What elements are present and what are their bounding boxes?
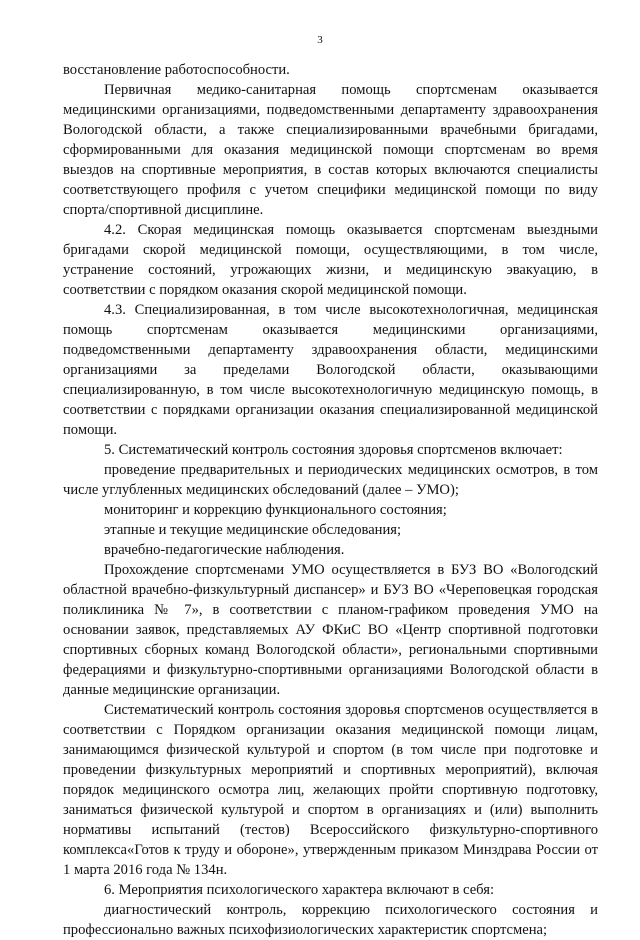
- paragraph-umo: Прохождение спортсменами УМО осуществляется в БУЗ ВО «Вологодский областной врачебно-физкультурный диспансер» и БУЗ ВО «Череповецкая городская поликлиника № 7», в соответствии с планом-графиком проведения УМО на основании заявок, представляемых АУ ФКиС ВО «Центр спортивной подготовки спортивных сборных команд Вологодской области», региональными спортивными федерациями и физкультурно-спортивными организациями Вологодской области в данные медицинские организации.: [63, 562, 598, 698]
- paragraph-emergency-care: 4.2. Скорая медицинская помощь оказывается спортсменам выездными бригадами скорой медицинской помощи, осуществляющими, в том числе, устранение состояний, угрожающих жизни, и медицинскую эвакуацию, в соответствии с порядком оказания скорой медицинской помощи.: [63, 222, 598, 298]
- paragraph-systematic-control: Систематический контроль состояния здоровья спортсменов осуществляется в соответствии с Порядком организации оказания медицинской помощи лицам, занимающимся физической культурой и спортом (в том числе при подготовке и проведении физкультурных мероприятий и спортивных мероприятий), включая порядок медицинского осмотра лиц, желающих пройти спортивную подготовку, заниматься физической культурой и спортом в организациях и (или) выполнить нормативы испытаний (тестов) Всероссийского физкультурно-спортивного комплекса«Готов к труду и обороне», утвержденным приказом Минздрава России от 1 марта 2016 года № 134н.: [63, 702, 598, 878]
- list-item-observations: врачебно-педагогические наблюдения.: [104, 542, 345, 558]
- page-number: 3: [317, 34, 323, 46]
- list-item-examinations: этапные и текущие медицинские обследования;: [104, 522, 402, 538]
- paragraph-continuation: восстановление работоспособности.: [63, 62, 290, 78]
- list-item-diagnostic-control: диагностический контроль, коррекцию психологического состояния и профессионально важных психофизиологических характеристик спортсмена;: [63, 902, 598, 938]
- document-body: [63, 60, 598, 940]
- paragraph-section-5-heading: 5. Систематический контроль состояния здоровья спортсменов включает:: [104, 442, 563, 458]
- paragraph-primary-care: Первичная медико-санитарная помощь спортсменам оказывается медицинскими организациями, подведомственными департаменту здравоохранения Вологодской области, а также специализированными врачебными бригадами, сформированными для оказания медицинской помощи спортсменам во время выездов на спортивные мероприятия, в состав которых включаются специалисты соответствующего профиля с учетом специфики медицинской помощи по виду спорта/спортивной дисциплине.: [63, 82, 598, 218]
- list-item-monitoring: мониторинг и коррекцию функционального состояния;: [104, 502, 447, 518]
- paragraph-specialized-care: 4.3. Специализированная, в том числе высокотехнологичная, медицинская помощь спортсменам оказывается медицинскими организациями, подведомственными департаменту здравоохранения области, медицинскими организациями за пределами Вологодской области, оказывающими специализированную, в том числе высокотехнологичную медицинскую помощь, в соответствии с порядками организации оказания специализированной медицинской помощи.: [63, 302, 598, 438]
- paragraph-section-6-heading: 6. Мероприятия психологического характера включают в себя:: [104, 882, 495, 898]
- list-item-medical-exams: проведение предварительных и периодических медицинских осмотров, в том числе углубленных медицинских обследований (далее – УМО);: [63, 462, 598, 498]
